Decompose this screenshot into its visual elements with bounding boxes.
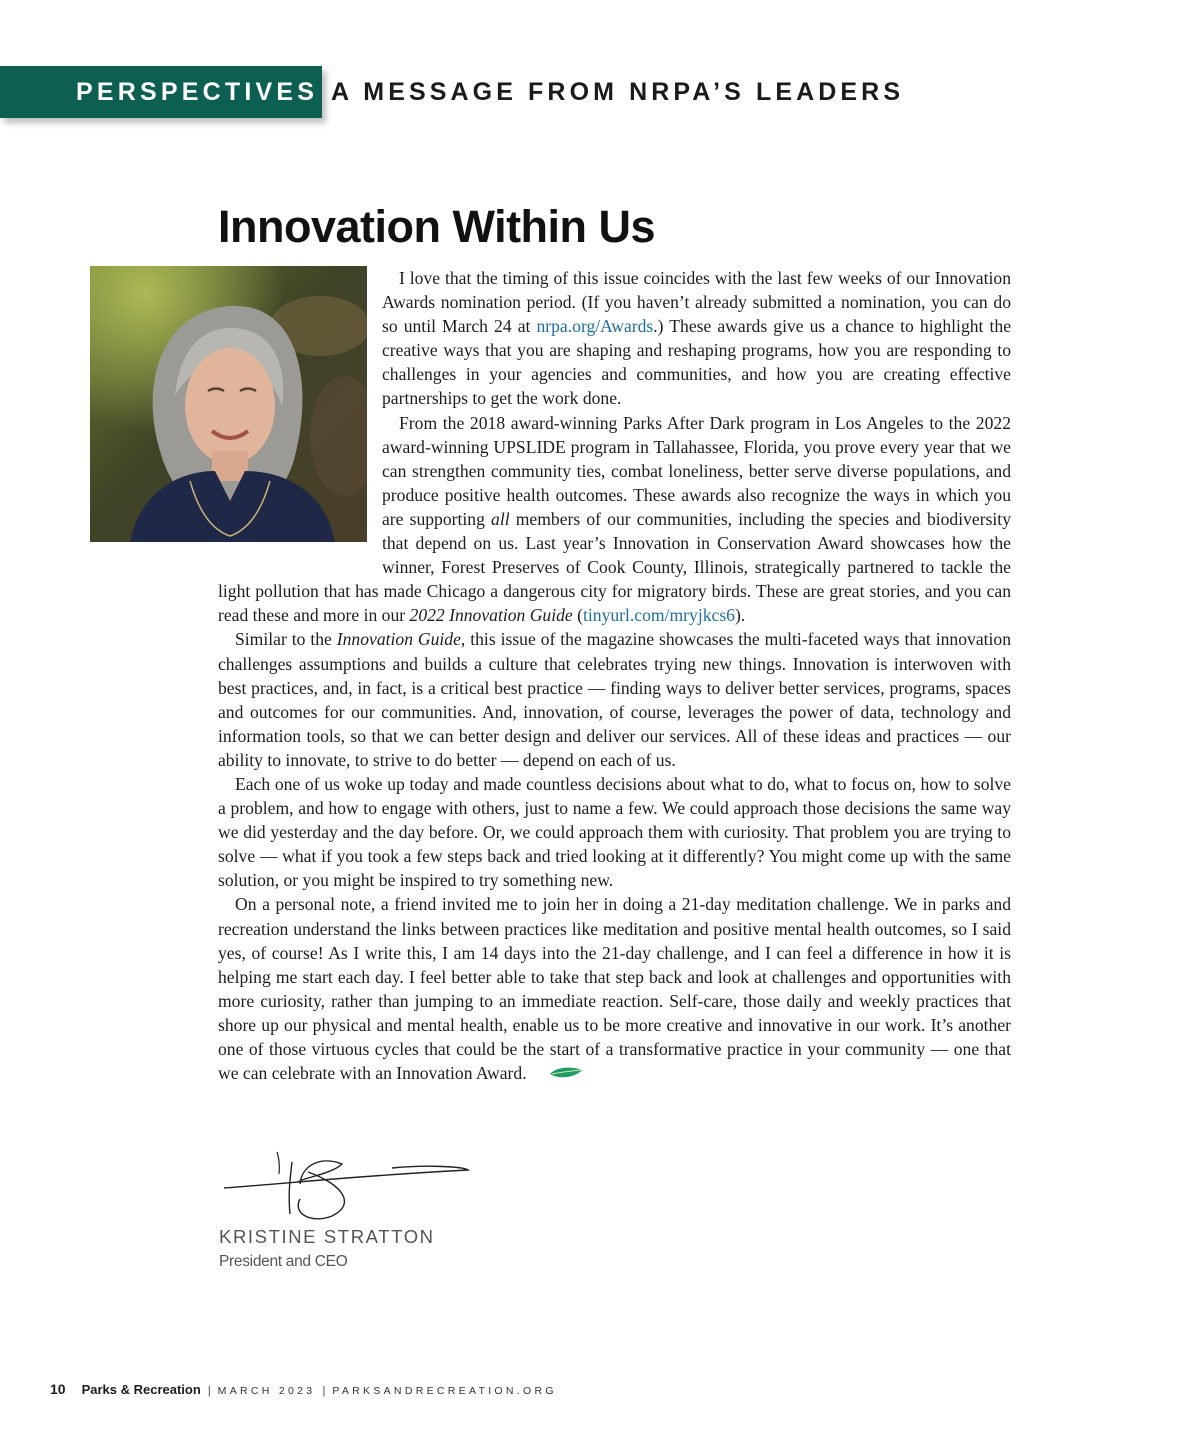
section-label: PERSPECTIVES bbox=[76, 78, 319, 106]
magazine-name: Parks & Recreation bbox=[81, 1382, 201, 1397]
paragraph: I love that the timing of this issue coincides with the last few weeks of our Innovation Awards nomination period. (If you haven’t already submitted a nomination, you can do so until March 24 at nrpa.org/Awards.) These awards give us a chance to highlight the creative ways that you are shaping and reshaping programs, how you are responding to challenges in your agencies and communities, and how you are creating effective partnerships to get the work done. bbox=[382, 268, 1011, 409]
website: PARKSANDRECREATION.ORG bbox=[332, 1385, 557, 1397]
paragraph: Each one of us woke up today and made countless decisions about what to do, what to focus on, how to solve a problem, and how to engage with others, just to name a few. We could approach those decisions the same way we did yesterday and the day before. Or, we could approach them with curiosity. That problem you are trying to solve — what if you took a few steps back and tried looking at it differently? You might come up with the same solution, or you might be inspired to try something new. bbox=[218, 773, 1011, 891]
leaf-icon bbox=[531, 1063, 567, 1079]
awards-link[interactable]: nrpa.org/Awards bbox=[536, 316, 654, 337]
paragraph: On a personal note, a friend invited me to join her in doing a 21-day meditation challenge. We in parks and recreation understand the links between practices like meditation and positive mental health outcomes, so I said yes, of course! As I write this, I am 14 days into the 21-day challenge, and I can feel a difference in how it is helping me start each day. I feel better able to take that step back and look at challenges and opportunities with more curiosity, rather than jumping to an immediate reaction. Self-care, those daily and weekly practices that shore up our physical and mental health, enable us to be more creative and innovative in our work. It’s another one of those virtuous cycles that could be the start of a transformative practice in your community — one that we can celebrate with an Innovation Award. bbox=[218, 894, 1011, 1084]
page-footer bbox=[50, 1381, 557, 1403]
section-subtitle: A MESSAGE FROM NRPA’S LEADERS bbox=[331, 78, 905, 106]
signature bbox=[222, 1144, 472, 1226]
page-number: 10 bbox=[50, 1381, 66, 1397]
innovation-guide-link[interactable]: tinyurl.com/mryjkcs6 bbox=[583, 605, 735, 626]
footer-separator: | bbox=[322, 1385, 326, 1397]
footer-separator: | bbox=[207, 1385, 211, 1397]
author-role: President and CEO bbox=[219, 1253, 348, 1270]
article-title: Innovation Within Us bbox=[218, 201, 656, 252]
paragraph: From the 2018 award-winning Parks After Dark program in Los Angeles to the 2022 award-winning UPSLIDE program in Tallahassee, Florida, you prove every year that we can strengthen community ties, combat loneliness, better serve diverse populations, and produce positive health outcomes. These awards also recognize the ways in which you are supporting all members of our communities, including the species and biodiversity that depend on us. Last year’s Innovation in Conservation Award showcases how the winner, Forest Preserves of Cook County, Illinois, strategically partnered to tackle the light pollution that has made Chicago a dangerous city for migratory birds. These are great stories, and you can read these and more in our 2022 Innovation Guide (tinyurl.com/mryjkcs6). bbox=[218, 412, 1011, 626]
issue-date: MARCH 2023 bbox=[217, 1385, 316, 1397]
paragraph: Similar to the Innovation Guide, this issue of the magazine showcases the multi-faceted ways that innovation challenges assumptions and builds a culture that celebrates trying new things. Innovation is interwoven with best practices, and, in fact, is a critical best practice — finding ways to deliver better services, programs, spaces and outcomes for our communities. And, innovation, of course, leverages the power of data, technology and information tools, so that we can better design and deliver our services. All of these ideas and practices — our ability to innovate, to strive to do better — depend on each of us. bbox=[218, 629, 1012, 770]
article-body bbox=[218, 266, 1011, 1085]
author-name: KRISTINE STRATTON bbox=[219, 1226, 435, 1247]
